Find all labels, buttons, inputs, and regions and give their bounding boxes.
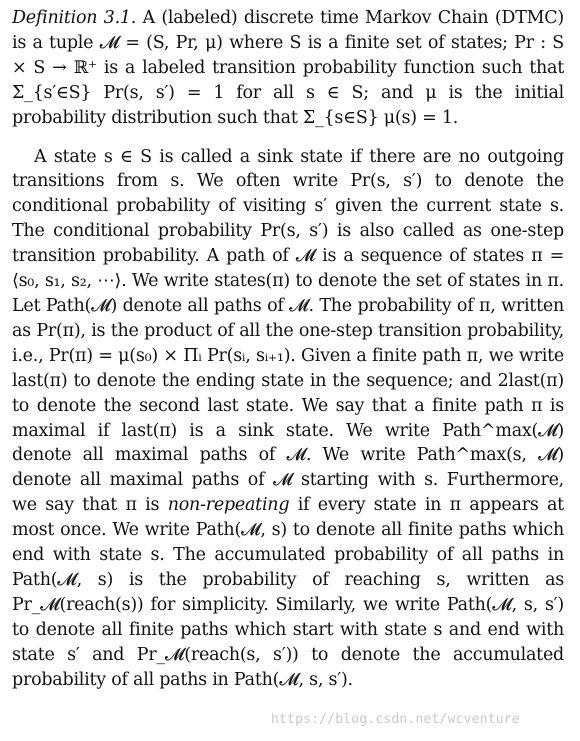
definition-label: Definition 3.1. — [12, 8, 137, 28]
definition-paragraph — [12, 6, 564, 131]
definition-text: A (labeled) discrete time Markov Chain (DTMC) is a tuple 𝓜 = (S, Pr, μ) where S is a finite set of states; Pr : S × S → ℝ⁺ is a labeled transition probability function such that Σ_{s′∈S} Pr(s, s′) = 1 for all s ∈ S; and μ is the initial probability distribution such that Σ_{s∈S} μ(s) = 1. — [12, 8, 564, 128]
emphasis-term: non-repeating — [167, 495, 290, 516]
body-text-part2: if every state in π appears at most once. We write Path(𝓜, s) to denote all finite paths which end with state s. The accumulated probability of all paths in Path(𝓜, s) is the probability of reaching s, written as Pr_𝓜(reach(s)) for simplicity. Similarly, we write Path(𝓜, s, s′) to denote all finite paths which start with state s and end with state s′ and Pr_𝓜(reach(s, s′)) to denote the accumulated probability of all paths in Path(𝓜, s, s′). — [12, 495, 564, 690]
body-text-part1: A state s ∈ S is called a sink state if there are no outgoing transitions from s. We often write Pr(s, s′) to denote the conditional probability of visiting s′ given the current state s. The conditional probability Pr(s, s′) is also called as one-step transition probability. A path of 𝓜 is a sequence of states π = ⟨s₀, s₁, s₂, ⋯⟩. We write states(π) to denote the set of states in π. Let Path(𝓜) denote all paths of 𝓜. The probability of π, written as Pr(π), is the product of all the one-step transition probability, i.e., Pr(π) = μ(s₀) × Πᵢ Pr(sᵢ, sᵢ₊₁). Given a finite path π, we write last(π) to denote the ending state in the sequence; and 2last(π) to denote the second last state. We say that a finite path π is maximal if last(π) is a sink state. We write Path^max(𝓜) denote all maximal paths of 𝓜. We write Path^max(s, 𝓜) denote all maximal paths of 𝓜 starting with s. Furthermore, we say that π is — [12, 146, 564, 516]
source-watermark: https://blog.csdn.net/wcventure — [271, 712, 520, 727]
body-paragraph — [12, 145, 564, 693]
paper-excerpt — [12, 6, 564, 692]
